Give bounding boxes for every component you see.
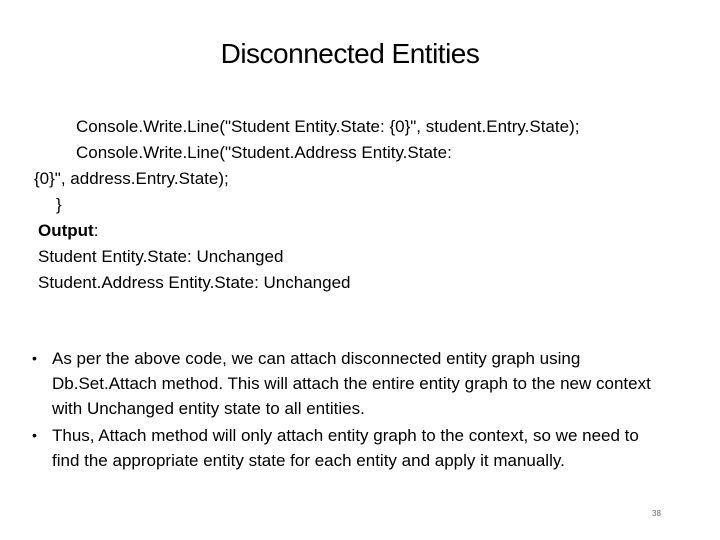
- output-label: Output: [38, 221, 94, 240]
- bullet-text-1: As per the above code, we can attach disconnected entity graph using Db.Set.Attach method. This will attach the entire entity graph to the new context with Unchanged entity state to all entities.: [52, 349, 651, 418]
- page-number: 38: [652, 509, 661, 518]
- code-line-1: Console.Write.Line("Student Entity.State: {0}", student.Entry.State);: [76, 117, 580, 136]
- bullet-dot-icon: •: [32, 350, 37, 366]
- bullet-dot-icon: •: [32, 427, 37, 443]
- output-line-1: Student Entity.State: Unchanged: [38, 247, 284, 266]
- bullet-list: [30, 346, 670, 475]
- slide-title: Disconnected Entities: [220, 38, 480, 69]
- bullet-text-2: Thus, Attach method will only attach entity graph to the context, so we need to find the appropriate entity state for each entity and apply it manually.: [52, 426, 639, 470]
- bullet-item-1: [30, 346, 670, 421]
- output-colon: :: [93, 221, 99, 240]
- output-heading: [38, 218, 698, 244]
- code-line-2: Console.Write.Line("Student.Address Entity.State:: [76, 143, 452, 162]
- slide-content: [34, 114, 698, 296]
- bullet-item-2: [30, 423, 670, 473]
- code-line-3: {0}", address.Entry.State);: [34, 169, 229, 188]
- code-closing-brace: }: [56, 195, 62, 214]
- output-line-2: Student.Address Entity.State: Unchanged: [38, 273, 351, 292]
